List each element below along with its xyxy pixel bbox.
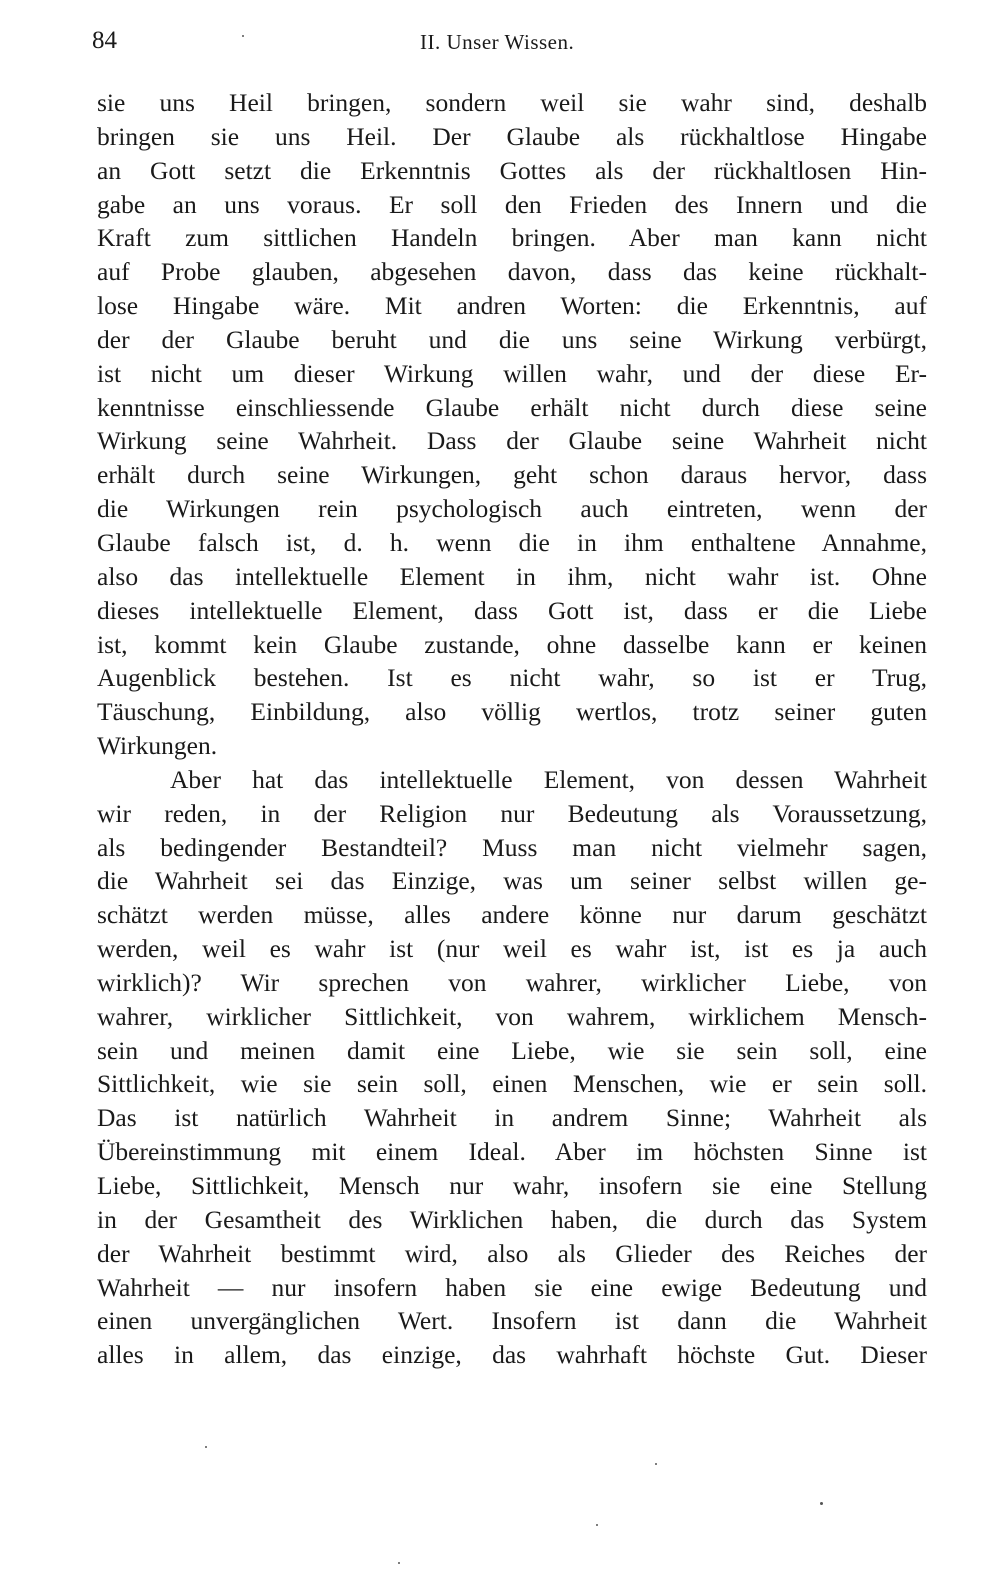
text-line: ist, kommt kein Glaube zustande, ohne dasselbe kann er keinen [97,629,927,659]
text-line: Sittlichkeit, wie sie sein soll, einen Menschen, wie er sein soll. [97,1069,927,1099]
text-line: wahrer, wirklicher Sittlichkeit, von wahrem, wirklichem Mensch- [97,1001,927,1031]
text-line: also das intellektuelle Element in ihm, nicht wahr ist. Ohne [97,561,927,591]
text-line: bringen sie uns Heil. Der Glaube als rückhaltlose Hingabe [97,121,927,151]
text-line: werden, weil es wahr ist (nur weil es wahr ist, ist es ja auch [97,934,927,964]
text-line: Kraft zum sittlichen Handeln bringen. Aber man kann nicht [97,223,927,253]
text-line: Augenblick bestehen. Ist es nicht wahr, so ist er Trug, [97,663,927,693]
text-line: der Wahrheit bestimmt wird, also als Glieder des Reiches der [97,1238,927,1268]
scan-speck [398,1562,400,1564]
text-line: der der Glaube beruht und die uns seine Wirkung verbürgt, [97,324,927,354]
text-line: ist nicht um dieser Wirkung willen wahr, und der diese Er- [97,358,927,388]
paragraph-end-line: Wirkungen. [97,731,218,761]
text-line: sein und meinen damit eine Liebe, wie sie sein soll, eine [97,1035,927,1065]
text-line: wir reden, in der Religion nur Bedeutung als Voraussetzung, [97,798,927,828]
text-line: Übereinstimmung mit einem Ideal. Aber im höchsten Sinne ist [97,1137,927,1167]
scan-speck [820,1502,823,1505]
scan-speck [596,1524,598,1526]
scan-speck [655,1463,657,1465]
text-line: Das ist natürlich Wahrheit in andrem Sinne; Wahrheit als [97,1103,927,1133]
text-line: in der Gesamtheit des Wirklichen haben, die durch das System [97,1204,927,1234]
text-line: kenntnisse einschliessende Glaube erhält nicht durch diese seine [97,392,927,422]
text-line: Täuschung, Einbildung, also völlig wertlos, trotz seiner guten [97,697,927,727]
text-line: alles in allem, das einzige, das wahrhaft höchste Gut. Dieser [97,1340,927,1370]
paragraph-start-line: Aber hat das intellektuelle Element, von dessen Wahrheit [170,764,927,794]
text-line: schätzt werden müsse, alles andere könne nur darum geschätzt [97,900,927,930]
scan-speck [242,35,244,37]
running-head: II. Unser Wissen. [420,30,575,54]
text-line: Liebe, Sittlichkeit, Mensch nur wahr, insofern sie eine Stellung [97,1171,927,1200]
page-number: 84 [92,27,117,54]
text-line: Wirkung seine Wahrheit. Dass der Glaube seine Wahrheit nicht [97,426,927,456]
text-line: an Gott setzt die Erkenntnis Gottes als der rückhaltlosen Hin- [97,155,927,185]
text-line: gabe an uns voraus. Er soll den Frieden des Innern und die [97,189,927,219]
text-line: wirklich)? Wir sprechen von wahrer, wirklicher Liebe, von [97,967,927,997]
text-line: auf Probe glauben, abgesehen davon, dass das keine rückhalt- [97,257,927,287]
text-line: die Wahrheit sei das Einzige, was um seiner selbst willen ge- [97,866,927,896]
scan-speck [205,1446,207,1448]
body-text [97,86,927,1372]
text-line: Glaube falsch ist, d. h. wenn die in ihm enthaltene Annahme, [97,527,927,557]
text-line: lose Hingabe wäre. Mit andren Worten: die Erkenntnis, auf [97,291,927,321]
text-line: als bedingender Bestandteil? Muss man nicht vielmehr sagen, [97,832,927,862]
text-line: einen unvergänglichen Wert. Insofern ist dann die Wahrheit [97,1306,927,1336]
text-line: erhält durch seine Wirkungen, geht schon daraus hervor, dass [97,460,927,490]
text-line: die Wirkungen rein psychologisch auch eintreten, wenn der [97,494,927,524]
text-line: dieses intellektuelle Element, dass Gott ist, dass er die Liebe [97,595,927,625]
text-line: Wahrheit — nur insofern haben sie eine ewige Bedeutung und [97,1272,927,1302]
text-line: sie uns Heil bringen, sondern weil sie wahr sind, deshalb [97,88,927,117]
